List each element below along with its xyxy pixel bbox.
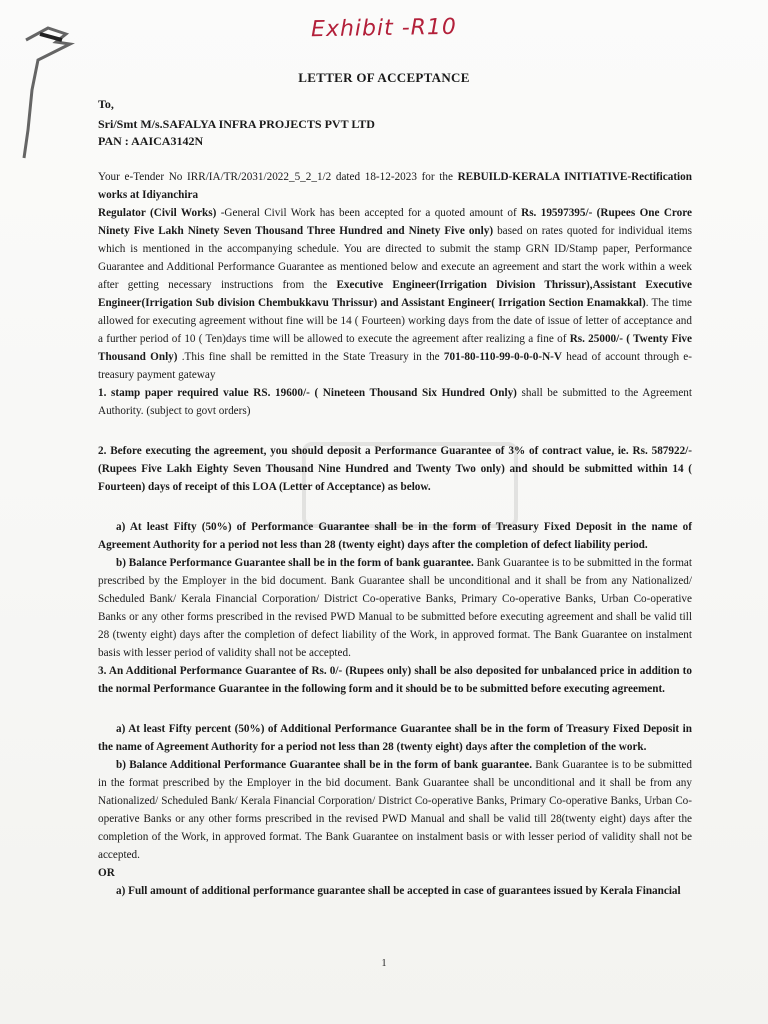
address-to: To, [98, 97, 114, 111]
intro-text-4: . The time allowed for executing agreement without fine will be 14 ( Fourteen) working days from the date of issue of letter of acceptance and a further period of 10 ( Ten)days time will be allowed to execute the agreement after realizing a fine of [98, 297, 692, 345]
or-separator: OR [98, 867, 115, 879]
work-type: Regulator (Civil Works) [98, 207, 217, 219]
clause-1 [98, 384, 692, 420]
intro-text-3: based on rates quoted for individual items which is mentioned in the accompanying schedule. You are directed to submit the stamp GRN ID/Stamp paper, Performance Guarantee and Additional Performance Guarantee as mentioned below and execute an agreement and start the work within a week after getting necessary instructions from the [98, 225, 692, 291]
clause-3a: a) At least Fifty percent (50%) of Additional Performance Guarantee shall be in the form of Treasury Fixed Deposit in the name of Agreement Authority for a period not less than 28 (twenty eight) days after the completion of the work. [98, 723, 692, 753]
clause-3b-lead: b) Balance Additional Performance Guarantee shall be in the form of bank guarantee. [116, 759, 533, 771]
clause-2b-text: Bank Guarantee is to be submitted in the format prescribed by the Employer in the bid document. Bank Guarantee shall be unconditional and it shall be from any Nationalized/ Scheduled Bank/ Kerala Financial Corporation/ District Co-operative Banks, Primary Co-operative Banks, Urban Co-operative Banks or any other forms prescribed in the revised PWD Manual to be submitted before executing agreement and shall be valid till 28 (twenty eight) days after the completion of defect liability of the Work, in approved format. The Bank Guarantee on instalment basis with lesser period of validity shall not be accepted. [98, 557, 692, 659]
intro-text: Your e-Tender No IRR/IA/TR/2031/2022_5_2_1/2 dated 18-12-2023 for the [98, 171, 458, 183]
letter-body [98, 168, 692, 900]
stamp-paper-value: 1. stamp paper required value RS. 19600/- ( Nineteen Thousand Six Hundred Only) [98, 387, 517, 399]
intro-text-5: .This fine shall be remitted in the State Treasury in the [177, 351, 444, 363]
address-pan: PAN : AAICA3142N [98, 134, 204, 148]
address-recipient-name: Sri/Smt M/s.SAFALYA INFRA PROJECTS PVT LTD [98, 117, 375, 131]
intro-paragraph [98, 168, 692, 384]
clause-2a: a) At least Fifty (50%) of Performance Guarantee shall be in the form of Treasury Fixed Deposit in the name of Agreement Authority for a period not less than 28 (twenty eight) days after the completion of defect liability period. [98, 521, 692, 551]
clause-3: 3. An Additional Performance Guarantee of Rs. 0/- (Rupees only) shall be also deposited for unbalanced price in addition to the normal Performance Guarantee in the following form and it should be to be submitted before executing agreement. [98, 665, 692, 695]
account-head: 701-80-110-99-0-0-0-N-V [443, 351, 562, 363]
intro-text-6: head of account through e-treasury payment gateway [98, 351, 692, 381]
page-number: 1 [381, 958, 387, 969]
fine-amount: Rs. 25000/- ( Twenty Five Thousand Only) [98, 333, 692, 363]
exhibit-handwritten-label: Exhibit -R10 [310, 14, 458, 43]
intro-text-2: -General Civil Work has been accepted for a quoted amount of [216, 207, 522, 219]
clause-3b-text: Bank Guarantee is to be submitted in the format prescribed by the Employer in the bid document. Bank Guarantee shall be unconditional and it shall be from any Nationalized/ Scheduled Bank/ Kerala Financial Corporation/ District Co-operative Banks, Primary Co-operative Banks, Urban Co-operative Banks or any other forms prescribed in the revised PWD Manual and shall be valid till 28(twenty eight) days after the completion of the Work, in approved format. The Bank Guarantee on instalment basis or with lesser period of validity shall not be accepted. [98, 759, 692, 861]
clause-last: a) Full amount of additional performance guarantee shall be accepted in case of guarantees issued by Kerala Financial [116, 885, 681, 897]
quoted-amount: Rs. 19597395/- (Rupees One Crore Ninety Five Lakh Ninety Seven Thousand Three Hundred and Ninety Five only) [98, 207, 692, 237]
clause-3b [98, 756, 692, 864]
clause-2: 2. Before executing the agreement, you should deposit a Performance Guarantee of 3% of contract value, ie. Rs. 587922/- (Rupees Five Lakh Eighty Seven Thousand Nine Hundred and Twenty Two only) and should be submitted within 14 ( Fourteen) days of receipt of this LOA (Letter of Acceptance) as below. [98, 445, 692, 493]
clause-2b [98, 554, 692, 662]
clause-2b-lead: b) Balance Performance Guarantee shall be in the form of bank guarantee. [116, 557, 474, 569]
engineer-authorities: Executive Engineer(Irrigation Division Thrissur),Assistant Executive Engineer(Irrigation Sub division Chembukkavu Thrissur) and Assistant Engineer( Irrigation Section Enamakkal) [98, 279, 692, 309]
letter-title: LETTER OF ACCEPTANCE [298, 70, 470, 85]
work-name: REBUILD-KERALA INITIATIVE-Rectification works at Idiyanchira [98, 171, 692, 201]
clause-1-text: shall be submitted to the Agreement Authority. (subject to govt orders) [98, 387, 692, 417]
